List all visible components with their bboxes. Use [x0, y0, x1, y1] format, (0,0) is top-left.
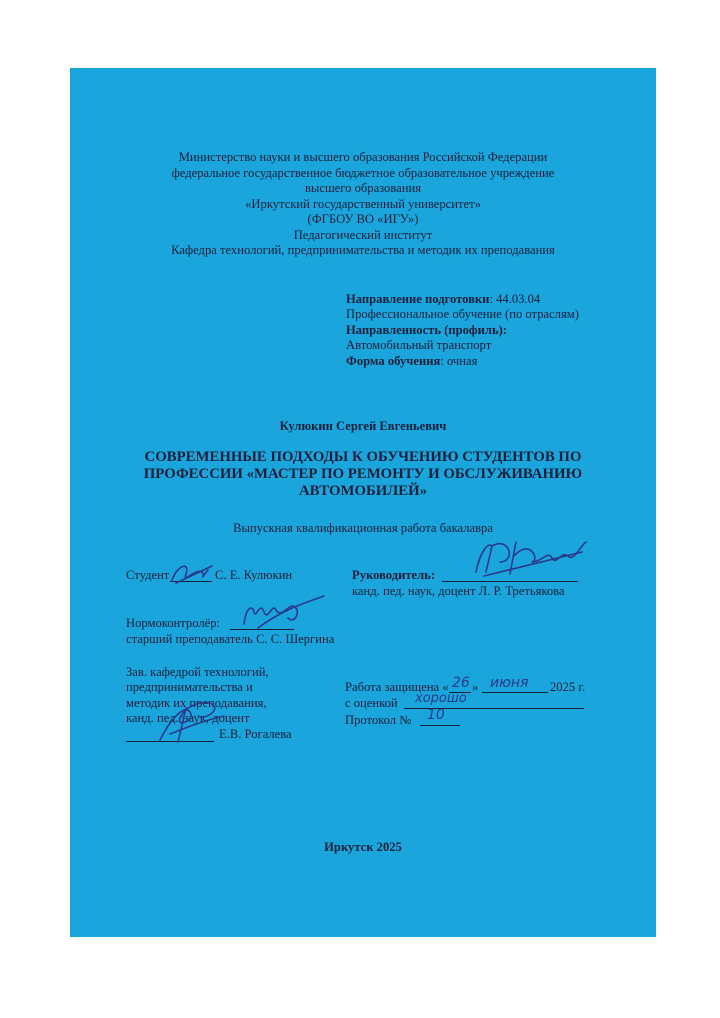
title-page: [70, 68, 656, 937]
form-line: [346, 354, 579, 369]
student-signature: [168, 558, 216, 588]
supervisor-label: Руководитель:: [352, 568, 436, 582]
direction-label: Направление подготовки: [346, 292, 490, 306]
grade-label: с оценкой: [345, 696, 398, 710]
header-institute: Педагогический институт: [293, 227, 433, 242]
protocol-label: Протокол №: [345, 713, 412, 727]
head-line-3: методик их преподавания,: [126, 695, 267, 710]
defense-prefix: Работа защищена «: [345, 680, 449, 694]
header-ministry: Министерство науки и высшего образования Российской Федерации: [178, 150, 548, 164]
profile-value: Автомобильный транспорт: [346, 338, 492, 353]
defense-month-line: [482, 692, 548, 693]
supervisor-signature: [470, 532, 590, 582]
thesis-title: СОВРЕМЕННЫЕ ПОДХОДЫ К ОБУЧЕНИЮ СТУДЕНТОВ ПО ПРОФЕССИИ «МАСТЕР ПО РЕМОНТУ И ОБСЛУЖИВАНИЮ АВТОМОБИЛЕЙ»: [143, 449, 583, 499]
header-department: Кафедра технологий, предпринимательства и методик их преподавания: [171, 243, 555, 257]
header-institution-type: федеральное государственное бюджетное образовательное учреждение: [171, 165, 555, 180]
student-label: Студент: [126, 568, 170, 582]
form-label: Форма обучения: [346, 353, 441, 368]
head-line-2: предпринимательства и: [126, 680, 253, 695]
direction-line: [346, 292, 579, 307]
direction-name: Профессиональное обучение (по отраслям): [346, 307, 579, 322]
protocol-line: [420, 725, 460, 726]
city-year: Иркутск 2025: [324, 840, 402, 854]
form-value: : очная: [440, 353, 478, 368]
header-university-abbr: (ФГБОУ ВО «ИГУ»): [307, 212, 419, 226]
protocol-value: 10: [427, 707, 445, 723]
header-education-level: высшего образования: [304, 181, 421, 195]
defense-year: 2025 г.: [550, 680, 586, 694]
supervisor-title: канд. пед. наук, доцент Л. Р. Третьякова: [352, 584, 565, 598]
head-line-1: Зав. кафедрой технологий,: [126, 665, 269, 679]
defense-mid: »: [472, 680, 479, 694]
normcontrol-label: Нормоконтролёр:: [126, 616, 221, 630]
work-type: Выпускная квалификационная работа бакалавра: [233, 521, 493, 535]
defense-day: 26: [452, 675, 470, 691]
head-line-4: канд. пед. наук, доцент: [126, 710, 250, 725]
grade-value: хорошо: [415, 691, 467, 706]
head-name: Е.В. Рогалева: [219, 727, 292, 741]
normcontrol-signature: [238, 590, 328, 634]
header-university-name: «Иркутский государственный университет»: [245, 196, 481, 211]
defense-month: июня: [490, 675, 529, 691]
institution-header: [70, 150, 656, 259]
profile-label: Направленность (профиль):: [346, 322, 508, 337]
direction-value: : 44.03.04: [489, 292, 541, 306]
student-name: С. Е. Кулюкин: [215, 568, 293, 582]
head-signature: [150, 690, 230, 746]
author-name: Кулюкин Сергей Евгеньевич: [279, 419, 447, 433]
normcontrol-title: старший преподаватель С. С. Шергина: [126, 632, 335, 646]
program-info: [346, 292, 579, 369]
